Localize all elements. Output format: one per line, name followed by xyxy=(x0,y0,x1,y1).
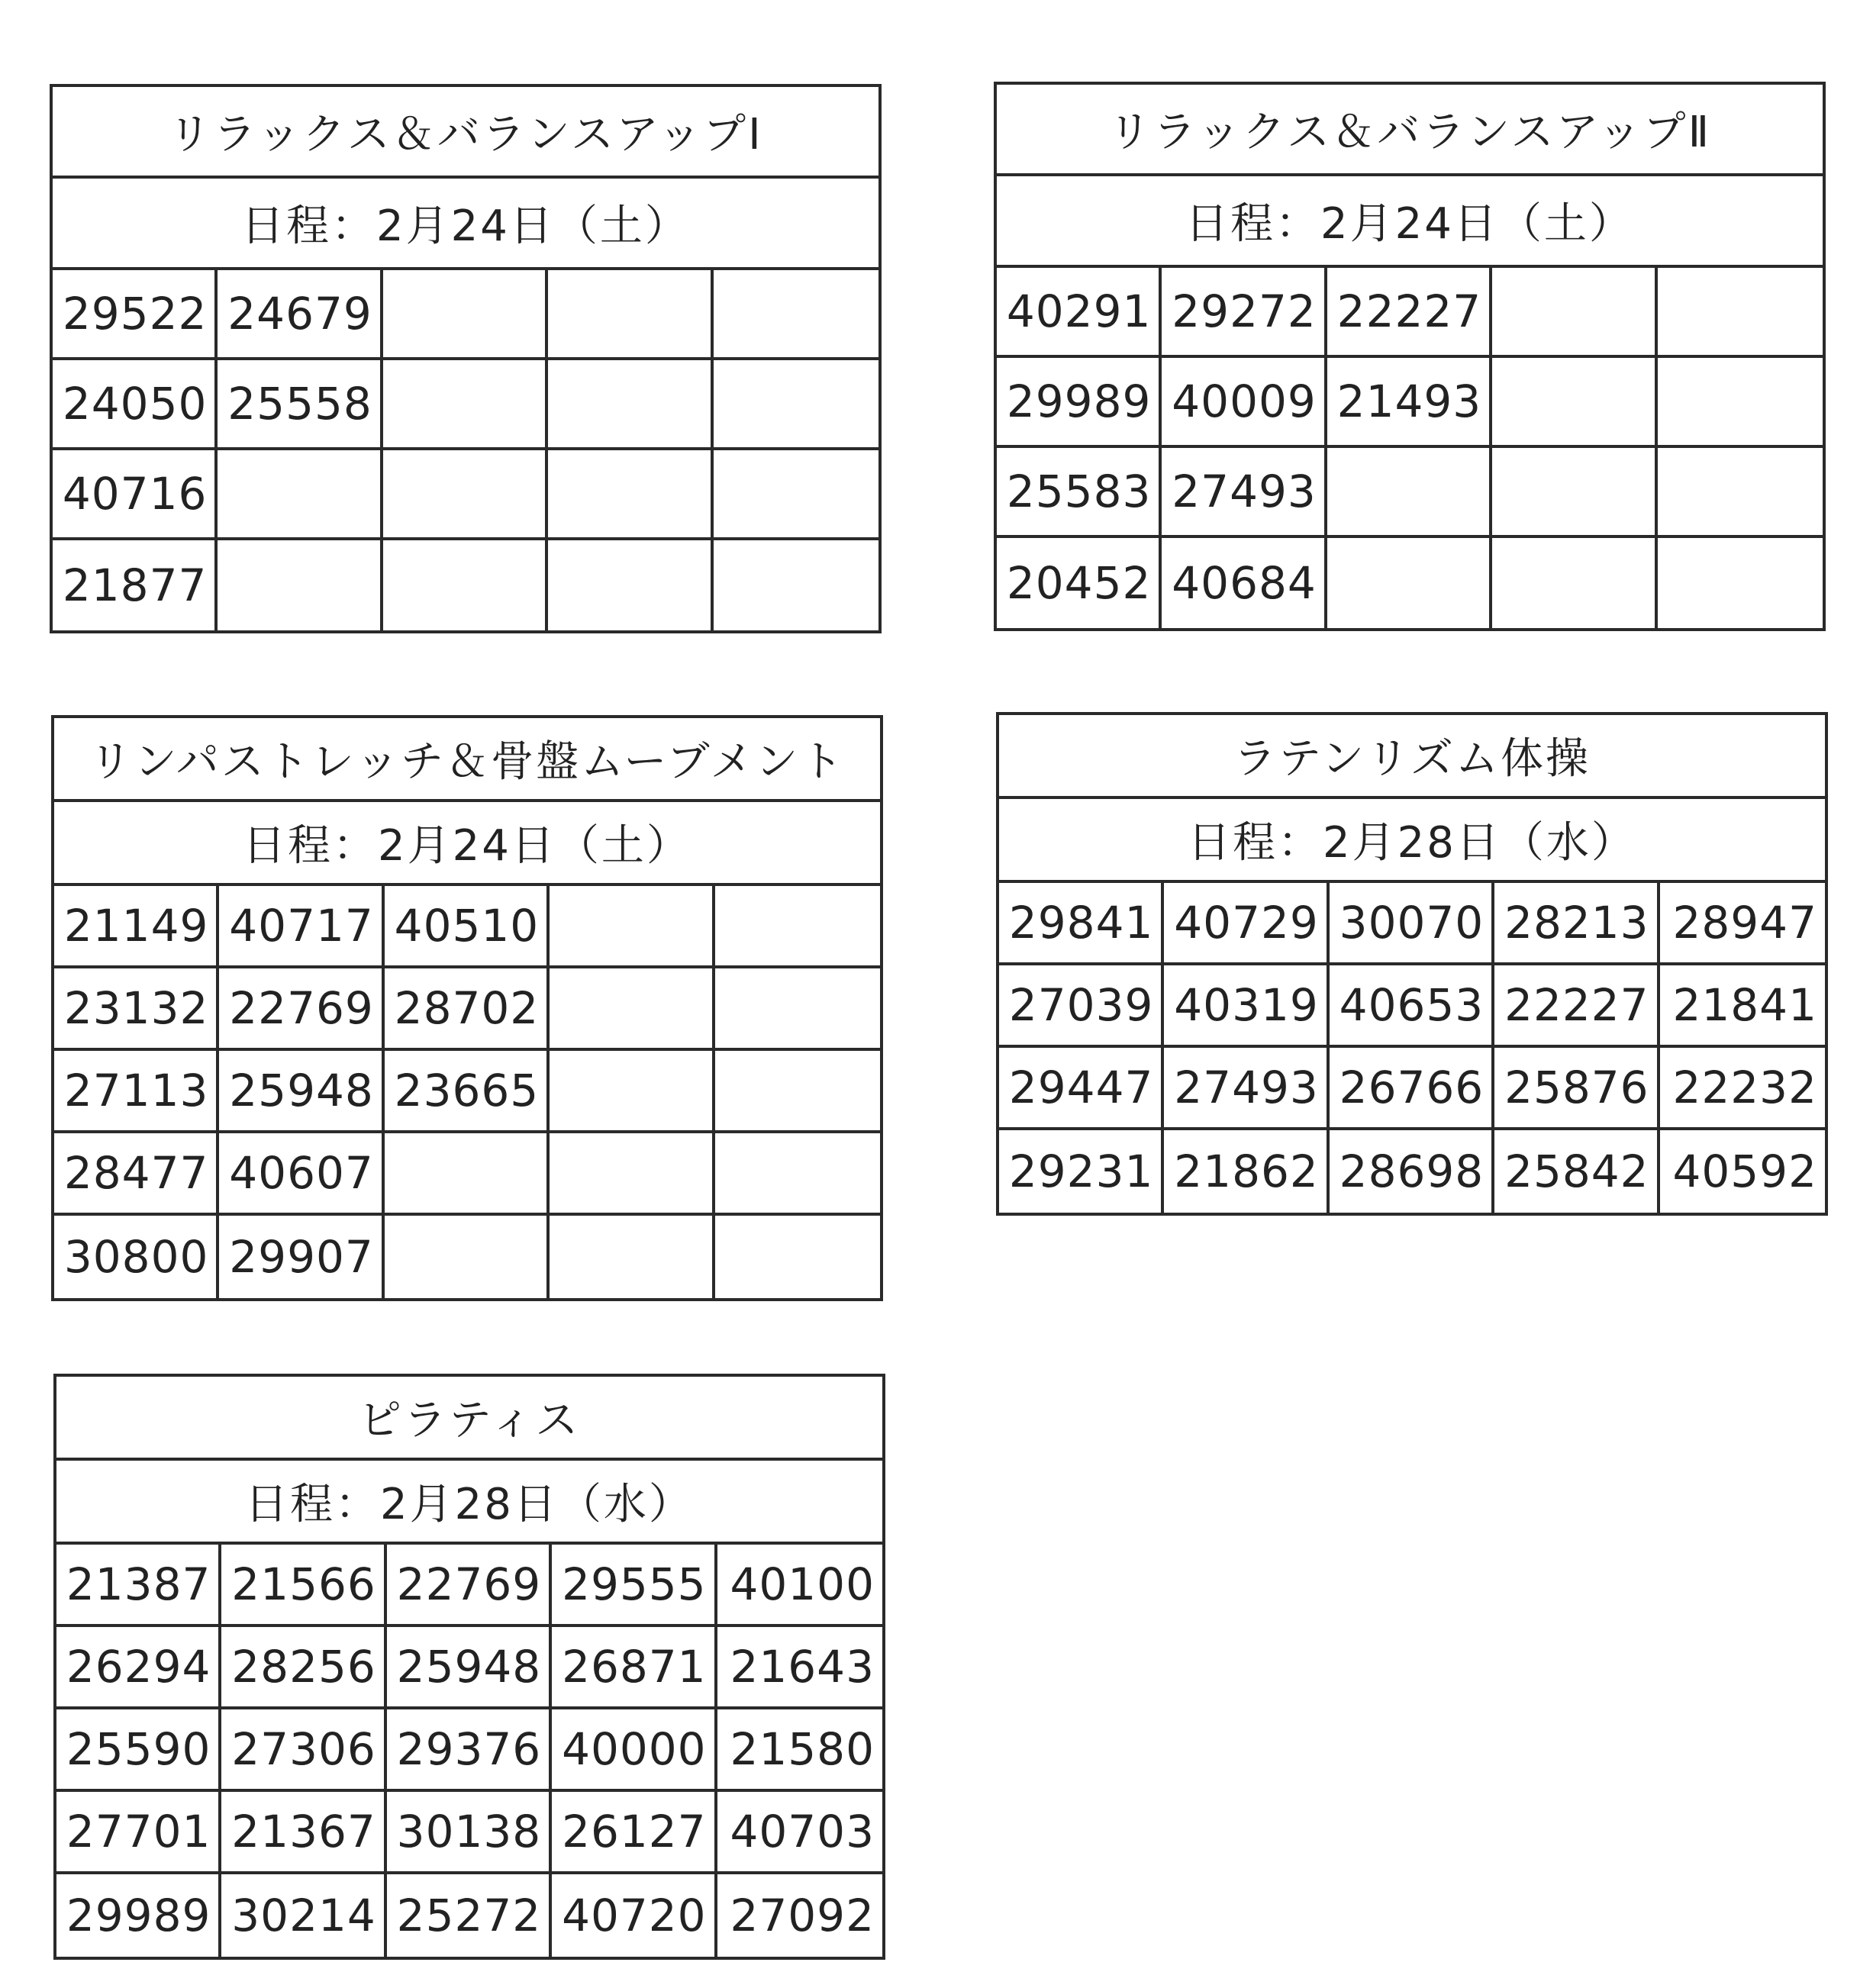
table-cell: 22769 xyxy=(219,968,384,1051)
table-cell: 28256 xyxy=(221,1627,386,1709)
table-cell: 21149 xyxy=(54,886,219,968)
table-cell: 28477 xyxy=(54,1133,219,1216)
table-cell: 25583 xyxy=(997,448,1162,538)
table-cell: 20452 xyxy=(997,538,1162,628)
table-title: ラテンリズム体操 xyxy=(999,715,1825,799)
table-cell xyxy=(1492,268,1657,358)
table-cell xyxy=(715,1051,880,1133)
table-cell xyxy=(385,1133,550,1216)
table-title: リラックス＆バランスアップⅡ xyxy=(997,85,1823,176)
table-cell: 40717 xyxy=(219,886,384,968)
table-cell: 40729 xyxy=(1164,883,1329,965)
table-date: 日程：2月28日（水） xyxy=(999,799,1825,883)
table-cell: 40684 xyxy=(1162,538,1327,628)
table-cell: 27493 xyxy=(1164,1048,1329,1130)
schedule-table-pilates xyxy=(53,1374,885,1960)
table-date: 日程：2月24日（土） xyxy=(997,176,1823,268)
table-cell xyxy=(715,1216,880,1298)
table-cell: 40720 xyxy=(552,1874,717,1957)
table-cell xyxy=(383,540,548,630)
table-cell xyxy=(218,540,382,630)
table-cell: 28947 xyxy=(1660,883,1825,965)
table-cell: 40653 xyxy=(1330,965,1494,1048)
table-cell: 25272 xyxy=(387,1874,552,1957)
table-cell: 21367 xyxy=(221,1792,386,1874)
table-cell xyxy=(715,1133,880,1216)
table-cell xyxy=(383,450,548,540)
table-cell: 22227 xyxy=(1494,965,1659,1048)
table-cell: 21841 xyxy=(1660,965,1825,1048)
table-cell xyxy=(550,1216,714,1298)
table-cell: 29231 xyxy=(999,1130,1164,1213)
table-cell: 21877 xyxy=(53,540,218,630)
table-cell xyxy=(548,270,713,360)
table-cell: 29989 xyxy=(997,358,1162,448)
table-cell: 40009 xyxy=(1162,358,1327,448)
table-cell: 27113 xyxy=(54,1051,219,1133)
table-cell: 30800 xyxy=(54,1216,219,1298)
table-cell: 25948 xyxy=(219,1051,384,1133)
table-cell: 29447 xyxy=(999,1048,1164,1130)
table-cell xyxy=(550,1133,714,1216)
table-date: 日程：2月24日（土） xyxy=(54,802,880,886)
table-cell: 21580 xyxy=(717,1709,882,1792)
table-cell: 21862 xyxy=(1164,1130,1329,1213)
table-cell xyxy=(715,968,880,1051)
table-cell: 26871 xyxy=(552,1627,717,1709)
table-cell: 21387 xyxy=(56,1545,221,1627)
table-cell: 30070 xyxy=(1330,883,1494,965)
table-cell: 27092 xyxy=(730,1890,875,1941)
table-date: 日程：2月24日（土） xyxy=(53,179,878,270)
table-cell xyxy=(1492,358,1657,448)
table-cell xyxy=(714,270,878,360)
table-cell: 25590 xyxy=(56,1709,221,1792)
table-cell xyxy=(383,270,548,360)
table-cell: 23665 xyxy=(385,1051,550,1133)
table-cell: 40703 xyxy=(717,1792,882,1874)
schedule-table-lymph-stretch xyxy=(51,715,883,1301)
schedule-table-relax-balance-1 xyxy=(50,84,882,633)
table-cell xyxy=(714,450,878,540)
table-cell: 40291 xyxy=(997,268,1162,358)
table-cell xyxy=(383,360,548,450)
table-cell: 40716 xyxy=(53,450,218,540)
table-cell: 25948 xyxy=(387,1627,552,1709)
table-cell: 30214 xyxy=(221,1874,386,1957)
table-cell: 29522 xyxy=(53,270,218,360)
table-cell xyxy=(548,450,713,540)
id-grid xyxy=(56,1545,882,1957)
table-cell: 22769 xyxy=(387,1545,552,1627)
table-cell: 29555 xyxy=(552,1545,717,1627)
table-cell: 29989 xyxy=(56,1874,221,1957)
table-cell xyxy=(548,360,713,450)
table-cell xyxy=(714,540,878,630)
id-grid xyxy=(999,883,1825,1213)
table-cell: 40592 xyxy=(1672,1145,1817,1197)
table-cell: 26766 xyxy=(1330,1048,1494,1130)
table-cell: 26127 xyxy=(552,1792,717,1874)
table-cell: 40100 xyxy=(717,1545,882,1627)
table-cell: 28698 xyxy=(1330,1130,1494,1213)
table-cell: 22227 xyxy=(1327,268,1492,358)
table-cell xyxy=(550,1051,714,1133)
table-cell xyxy=(1327,448,1492,538)
table-cell: 28213 xyxy=(1494,883,1659,965)
table-cell: 26294 xyxy=(56,1627,221,1709)
table-cell: 27701 xyxy=(56,1792,221,1874)
table-title: ピラティス xyxy=(56,1377,882,1461)
table-cell: 27306 xyxy=(221,1709,386,1792)
schedule-table-relax-balance-2 xyxy=(994,82,1826,631)
table-cell xyxy=(1658,268,1823,358)
table-cell: 40510 xyxy=(385,886,550,968)
table-title: リラックス＆バランスアップⅠ xyxy=(53,87,878,179)
table-cell: 21643 xyxy=(717,1627,882,1709)
table-cell xyxy=(385,1216,550,1298)
table-cell xyxy=(548,540,713,630)
table-cell xyxy=(550,886,714,968)
table-cell: 27039 xyxy=(999,965,1164,1048)
table-cell xyxy=(715,886,880,968)
id-grid xyxy=(53,270,878,630)
table-cell: 24050 xyxy=(53,360,218,450)
table-cell xyxy=(550,968,714,1051)
table-cell: 29841 xyxy=(999,883,1164,965)
table-cell: 29907 xyxy=(219,1216,384,1298)
table-cell: 40319 xyxy=(1164,965,1329,1048)
table-cell: 28702 xyxy=(385,968,550,1051)
table-cell xyxy=(218,450,382,540)
table-cell: 21566 xyxy=(221,1545,386,1627)
table-cell: 40000 xyxy=(552,1709,717,1792)
table-cell xyxy=(1658,358,1823,448)
table-cell xyxy=(1492,448,1657,538)
table-cell: 25558 xyxy=(218,360,382,450)
table-cell: 23132 xyxy=(54,968,219,1051)
table-cell: 24679 xyxy=(218,270,382,360)
table-cell: 21493 xyxy=(1327,358,1492,448)
id-grid xyxy=(997,268,1823,628)
table-cell: 25842 xyxy=(1494,1130,1659,1213)
table-cell xyxy=(1327,538,1492,628)
table-cell xyxy=(714,360,878,450)
table-cell: 27493 xyxy=(1162,448,1327,538)
table-cell: 29376 xyxy=(387,1709,552,1792)
table-date: 日程：2月28日（水） xyxy=(56,1461,882,1545)
table-cell: 22232 xyxy=(1660,1048,1825,1130)
table-cell: 30138 xyxy=(387,1792,552,1874)
table-cell: 40607 xyxy=(219,1133,384,1216)
table-title: リンパストレッチ＆骨盤ムーブメント xyxy=(54,718,880,802)
table-cell xyxy=(1492,538,1657,628)
table-cell xyxy=(1658,538,1823,628)
table-cell: 25876 xyxy=(1494,1048,1659,1130)
id-grid xyxy=(54,886,880,1298)
table-cell: 29272 xyxy=(1162,268,1327,358)
schedule-table-latin-rhythm xyxy=(996,712,1828,1216)
table-cell xyxy=(1658,448,1823,538)
